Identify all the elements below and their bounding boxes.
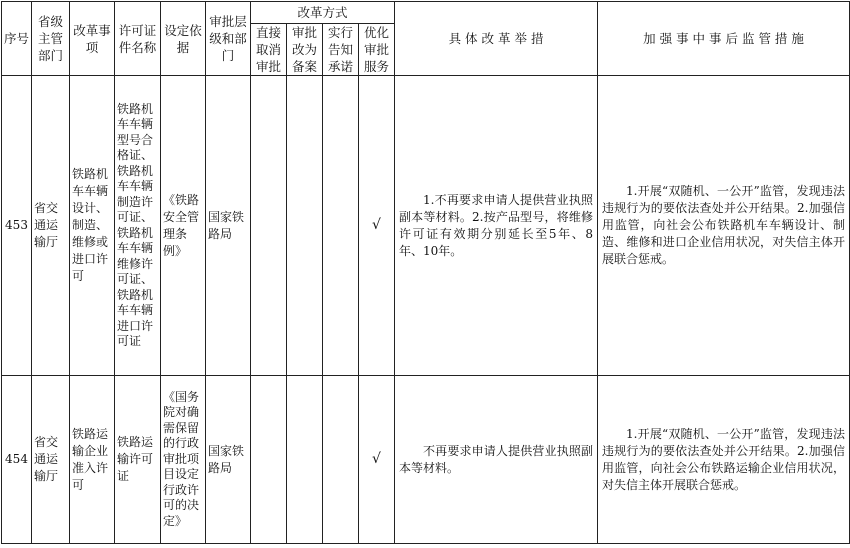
header-basis: 设定依据 (161, 2, 206, 76)
cell-mode-promise (323, 76, 359, 376)
cell-supervision: 1.开展“双随机、一公开”监管，发现违法违规行为的要依法查处并公开结果。2.加强信用监管，向社会公布铁路运输企业信用状况，对失信主体开展联合惩戒。 (598, 376, 850, 544)
header-mode-record: 审批改为备案 (287, 24, 323, 76)
cell-seq: 454 (2, 376, 32, 544)
reform-table (1, 1, 850, 544)
cell-level: 国家铁路局 (206, 376, 251, 544)
table-row (2, 376, 850, 544)
header-mode-promise: 实行告知承诺 (323, 24, 359, 76)
cell-license: 铁路机车车辆型号合格证、铁路机车车辆制造许可证、铁路机车车辆维修许可证、铁路机车车辆进口许可证 (115, 76, 161, 376)
cell-basis: 《国务院对确需保留的行政审批项目设定行政许可的决定》 (161, 376, 206, 544)
cell-dept: 省交通运输厅 (32, 76, 70, 376)
cell-supervision: 1.开展“双随机、一公开”监管，发现违法违规行为的要依法查处并公开结果。2.加强信用监管，向社会公布铁路机车车辆设计、制造、维修和进口企业信用状况，对失信主体开展联合惩戒。 (598, 76, 850, 376)
cell-mode-optimize: √ (359, 376, 395, 544)
cell-license: 铁路运输许可证 (115, 376, 161, 544)
header-supervision: 加 强 事 中 事 后 监 管 措 施 (598, 2, 850, 76)
cell-measures: 不再要求申请人提供营业执照副本等材料。 (395, 376, 598, 544)
cell-item: 铁路运输企业准入许可 (70, 376, 115, 544)
header-level: 审批层级和部门 (206, 2, 251, 76)
cell-mode-cancel (251, 376, 287, 544)
cell-seq: 453 (2, 76, 32, 376)
cell-dept: 省交通运输厅 (32, 376, 70, 544)
header-dept: 省级主管部门 (32, 2, 70, 76)
cell-mode-record (287, 376, 323, 544)
header-seq: 序号 (2, 2, 32, 76)
cell-item: 铁路机车车辆设计、制造、维修或进口许可 (70, 76, 115, 376)
cell-measures: 1.不再要求申请人提供营业执照副本等材料。2.按产品型号，将维修许可证有效期分别延长至5年、8年、10年。 (395, 76, 598, 376)
table-row (2, 76, 850, 376)
header-mode-cancel: 直接取消审批 (251, 24, 287, 76)
cell-mode-record (287, 76, 323, 376)
header-license: 许可证件名称 (115, 2, 161, 76)
cell-mode-optimize: √ (359, 76, 395, 376)
header-measures: 具 体 改 革 举 措 (395, 2, 598, 76)
cell-basis: 《铁路安全管理条例》 (161, 76, 206, 376)
cell-level: 国家铁路局 (206, 76, 251, 376)
header-row-top (2, 2, 850, 24)
header-item: 改革事项 (70, 2, 115, 76)
header-mode-optimize: 优化审批服务 (359, 24, 395, 76)
header-reform-mode: 改革方式 (251, 2, 395, 24)
cell-mode-cancel (251, 76, 287, 376)
cell-mode-promise (323, 376, 359, 544)
